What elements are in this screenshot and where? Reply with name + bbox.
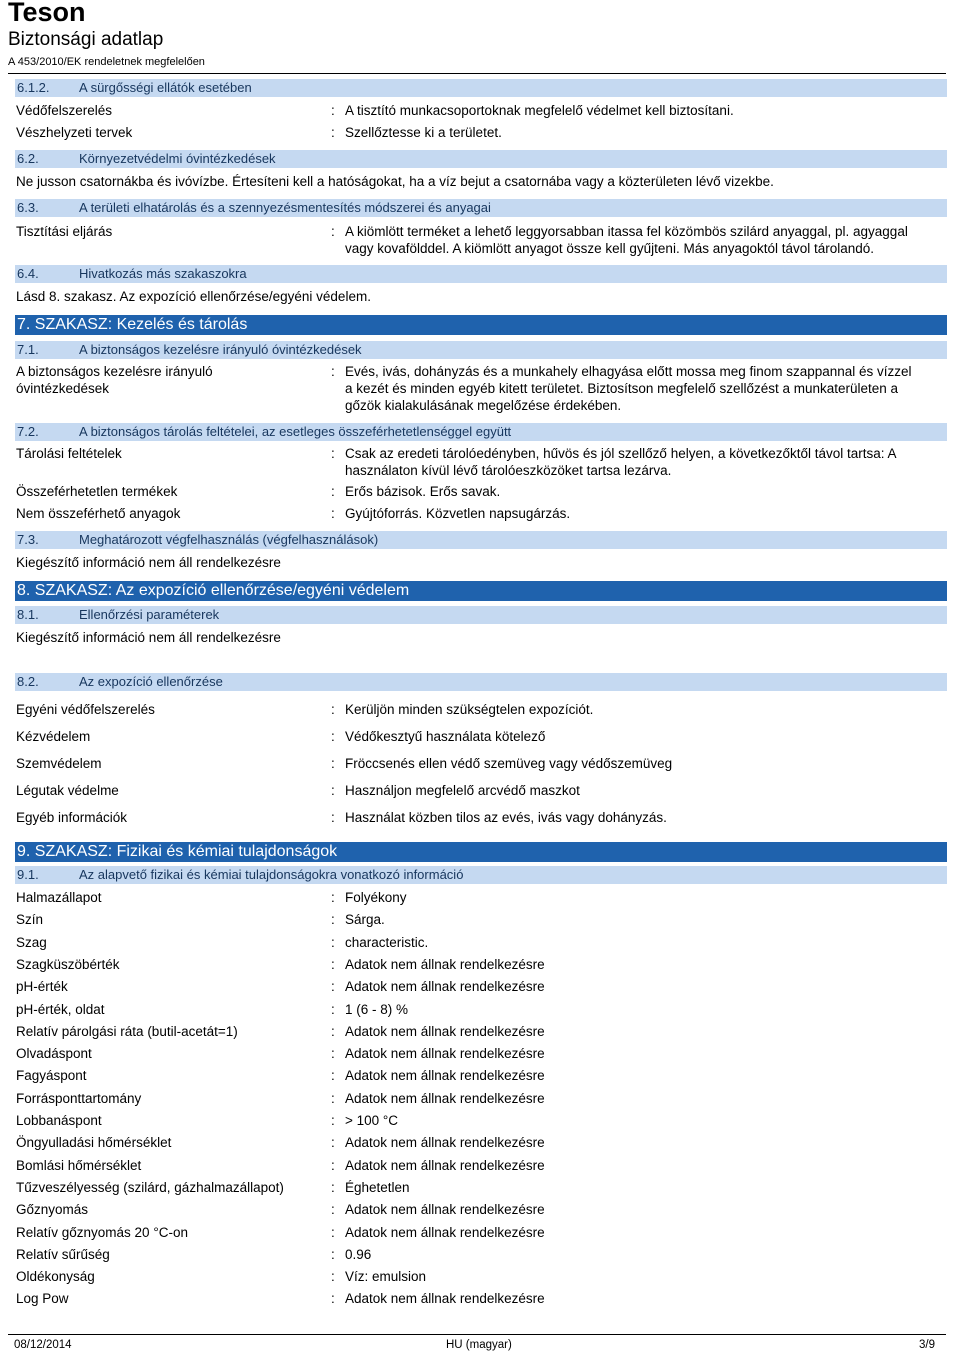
row-value: Kerüljön minden szükségtelen expozíciót. — [345, 702, 594, 717]
row-value: Adatok nem állnak rendelkezésre — [345, 1135, 545, 1151]
subsection-number: 7.2. — [17, 424, 39, 439]
row-value: Szellőztesse ki a területet. — [345, 125, 502, 140]
row-colon: : — [331, 810, 335, 825]
subsection-title: A biztonságos tárolás feltételei, az esetleges összeférhetetlenséggel együtt — [79, 424, 512, 439]
row-label: Fagyáspont — [16, 1068, 87, 1084]
row-value-line: használaton kívül lévő tárolóeszközöket tartsa lezárva. — [345, 463, 672, 478]
row-colon: : — [331, 1179, 335, 1195]
subsection-number: 8.1. — [17, 607, 39, 622]
subsection-number: 6.1.2. — [17, 80, 50, 95]
subsection-title: Az expozíció ellenőrzése — [79, 674, 223, 689]
row-label: Gőznyomás — [16, 1202, 89, 1218]
subsection-title: A biztonságos kezelésre irányuló óvintézkedések — [79, 342, 362, 357]
subsection-7-2-header — [15, 423, 947, 441]
row-value: Sárga. — [345, 912, 385, 928]
subsection-9-1-header — [15, 866, 947, 884]
row-colon: : — [331, 783, 335, 798]
row-value: 1 (6 - 8) % — [345, 1001, 409, 1017]
row-value: > 100 °C — [345, 1113, 399, 1128]
subsection-6-2-header — [15, 150, 947, 168]
row-value: Adatok nem állnak rendelkezésre — [345, 1046, 545, 1062]
subsection-8-1-header — [15, 606, 947, 624]
row-colon: : — [331, 484, 335, 499]
row-value: Éghetetlen — [345, 1179, 410, 1195]
row-value: Adatok nem állnak rendelkezésre — [345, 1202, 545, 1218]
subsection-number: 6.4. — [17, 266, 39, 281]
document-title: Biztonsági adatlap — [8, 29, 164, 50]
row-label: Szín — [16, 912, 44, 928]
row-value-line: a kezét és minden egyéb kitett területet. Biztosítson megfelelő szellőzést a munkaterületen a — [345, 381, 899, 396]
row-value-line: A kiömlött terméket a lehető leggyorsabban itassa fel közömbös szilárd anyaggal, pl. agyaggal — [345, 224, 908, 239]
paragraph-text: Ne jusson csatornákba és ivóvízbe. Értesíteni kell a hatóságokat, ha a víz bejut a csatornába vagy a közterületen lévő vizekbe. — [16, 174, 774, 189]
row-value: characteristic. — [345, 934, 429, 950]
subsection-7-3-header — [15, 531, 947, 549]
subsection-title: Az alapvető fizikai és kémiai tulajdonságokra vonatkozó információ — [79, 867, 464, 882]
row-label: Egyéni védőfelszerelés — [16, 702, 155, 717]
brand-name: Teson — [8, 0, 86, 27]
row-label: Szemvédelem — [16, 756, 102, 771]
row-value: Adatok nem állnak rendelkezésre — [345, 1090, 545, 1106]
row-label: Log Pow — [16, 1291, 69, 1307]
row-value-line: gőzök kialakulásának megelőzése érdekében. — [345, 398, 622, 413]
regulation-note: A 453/2010/EK rendeletnek megfelelően — [8, 56, 205, 68]
row-label: Lobbanáspont — [16, 1113, 102, 1128]
row-label: Tisztítási eljárás — [16, 224, 113, 239]
row-colon: : — [331, 1157, 335, 1173]
subsection-8-2-header — [15, 673, 947, 691]
row-value: Adatok nem állnak rendelkezésre — [345, 1023, 545, 1039]
row-label-line: A biztonságos kezelésre irányuló — [16, 364, 213, 379]
header-divider — [8, 73, 946, 74]
row-value: Fröccsenés ellen védő szemüveg vagy védőszemüveg — [345, 756, 673, 771]
footer-language: HU (magyar) — [446, 1339, 512, 1351]
subsection-6-3-header — [15, 199, 947, 217]
row-value: Folyékony — [345, 890, 407, 905]
row-value: 0.96 — [345, 1246, 372, 1262]
row-colon: : — [331, 1246, 335, 1262]
row-colon: : — [331, 890, 335, 905]
subsection-number: 8.2. — [17, 674, 39, 689]
row-colon: : — [331, 1023, 335, 1039]
row-colon: : — [331, 1291, 335, 1307]
row-value: Adatok nem állnak rendelkezésre — [345, 1224, 545, 1240]
footer-page-number: 3/9 — [919, 1339, 935, 1351]
row-colon: : — [331, 912, 335, 928]
subsection-number: 7.1. — [17, 342, 39, 357]
row-value-line: vagy kovafölddel. A kiömlött anyagot össze kell gyűjteni. Más anyagoktól távol tárolandó. — [345, 241, 875, 256]
row-colon: : — [331, 1090, 335, 1106]
subsection-7-1-header — [15, 341, 947, 359]
row-colon: : — [331, 1001, 335, 1017]
subsection-title: Környezetvédelmi óvintézkedések — [79, 151, 276, 166]
row-colon: : — [331, 1068, 335, 1084]
row-colon: : — [331, 956, 335, 972]
row-label: Szagküszöbérték — [16, 956, 120, 972]
row-value: Gyújtóforrás. Közvetlen napsugárzás. — [345, 506, 571, 521]
section-title: 9. SZAKASZ: Fizikai és kémiai tulajdonságok — [17, 843, 338, 860]
row-label: Légutak védelme — [16, 783, 119, 798]
subsection-number: 7.3. — [17, 532, 39, 547]
row-label: Védőfelszerelés — [16, 103, 113, 118]
row-label: Relatív párolgási ráta (butil-acetát=1) — [16, 1023, 238, 1039]
row-label: Bomlási hőmérséklet — [16, 1157, 142, 1173]
footer-date: 08/12/2014 — [14, 1339, 72, 1351]
row-value: A tisztító munkacsoportoknak megfelelő védelmet kell biztosítani. — [345, 103, 734, 118]
row-colon: : — [331, 1046, 335, 1062]
section-7-header — [15, 315, 947, 335]
row-value: Adatok nem állnak rendelkezésre — [345, 1157, 545, 1173]
subsection-title: A sürgősségi ellátók esetében — [79, 80, 252, 95]
paragraph-text: Kiegészítő információ nem áll rendelkezésre — [16, 630, 281, 645]
paragraph-text: Lásd 8. szakasz. Az expozíció ellenőrzése/egyéni védelem. — [16, 289, 371, 304]
row-label: Öngyulladási hőmérséklet — [16, 1135, 172, 1151]
subsection-6-1-2-header — [15, 79, 947, 97]
row-label: Relatív gőznyomás 20 °C-on — [16, 1224, 188, 1240]
row-label: pH-érték, oldat — [16, 1001, 105, 1017]
row-label: Tűzveszélyesség (szilárd, gázhalmazállapot) — [16, 1179, 284, 1195]
row-colon: : — [331, 1269, 335, 1285]
paragraph-text: Kiegészítő információ nem áll rendelkezésre — [16, 555, 281, 570]
row-label: Összeférhetetlen termékek — [16, 484, 178, 499]
subsection-title: A területi elhatárolás és a szennyezésmentesítés módszerei és anyagai — [79, 200, 491, 215]
subsection-title: Hivatkozás más szakaszokra — [79, 266, 247, 281]
row-colon: : — [331, 934, 335, 950]
row-value: Védőkesztyű használata kötelező — [345, 729, 546, 744]
row-value: Adatok nem állnak rendelkezésre — [345, 979, 545, 995]
footer-divider — [8, 1334, 946, 1335]
row-label: pH-érték — [16, 979, 68, 995]
row-label: Nem összeférhető anyagok — [16, 506, 181, 521]
section-title: 7. SZAKASZ: Kezelés és tárolás — [17, 316, 248, 333]
row-label: Oldékonyság — [16, 1269, 95, 1285]
row-colon: : — [331, 224, 335, 239]
row-colon: : — [331, 446, 335, 461]
subsection-number: 6.2. — [17, 151, 39, 166]
row-value: Adatok nem állnak rendelkezésre — [345, 1291, 545, 1307]
row-label: Relatív sűrűség — [16, 1246, 110, 1262]
row-label: Tárolási feltételek — [16, 446, 122, 461]
row-label: Forrásponttartomány — [16, 1090, 142, 1106]
row-label: Kézvédelem — [16, 729, 91, 744]
row-label: Olvadáspont — [16, 1046, 92, 1062]
row-colon: : — [331, 1224, 335, 1240]
row-label: Szag — [16, 934, 47, 950]
subsection-number: 9.1. — [17, 867, 39, 882]
row-value: Adatok nem állnak rendelkezésre — [345, 1068, 545, 1084]
section-title: 8. SZAKASZ: Az expozíció ellenőrzése/egyéni védelem — [17, 582, 410, 599]
subsection-title: Ellenőrzési paraméterek — [79, 607, 220, 622]
row-colon: : — [331, 979, 335, 995]
section-9-header — [15, 842, 947, 862]
row-colon: : — [331, 756, 335, 771]
subsection-number: 6.3. — [17, 200, 39, 215]
row-label: Vészhelyzeti tervek — [16, 125, 133, 140]
row-value: Víz: emulsion — [345, 1269, 427, 1285]
row-colon: : — [331, 506, 335, 521]
row-colon: : — [331, 1202, 335, 1218]
section-8-header — [15, 581, 947, 601]
row-colon: : — [331, 364, 335, 379]
row-value-line: Evés, ivás, dohányzás és a munkahely elhagyása előtt mossa meg finom szappannal és vízzel — [345, 364, 912, 379]
row-colon: : — [331, 729, 335, 744]
row-label: Egyéb információk — [16, 810, 128, 825]
row-value: Használat közben tilos az evés, ivás vagy dohányzás. — [345, 810, 667, 825]
row-value: Adatok nem állnak rendelkezésre — [345, 956, 545, 972]
row-colon: : — [331, 1113, 335, 1128]
subsection-title: Meghatározott végfelhasználás (végfelhasználások) — [79, 532, 379, 547]
row-colon: : — [331, 103, 335, 118]
row-value-line: Csak az eredeti tárolóedényben, hűvös és jól szellőző helyen, a következőktől távol tartsa: A — [345, 446, 897, 461]
row-colon: : — [331, 125, 335, 140]
row-value: Használjon megfelelő arcvédő maszkot — [345, 783, 580, 798]
row-label-line: óvintézkedések — [16, 381, 110, 396]
row-value: Erős bázisok. Erős savak. — [345, 484, 501, 499]
row-colon: : — [331, 702, 335, 717]
row-label: Halmazállapot — [16, 890, 102, 905]
subsection-6-4-header — [15, 265, 947, 283]
row-colon: : — [331, 1135, 335, 1151]
